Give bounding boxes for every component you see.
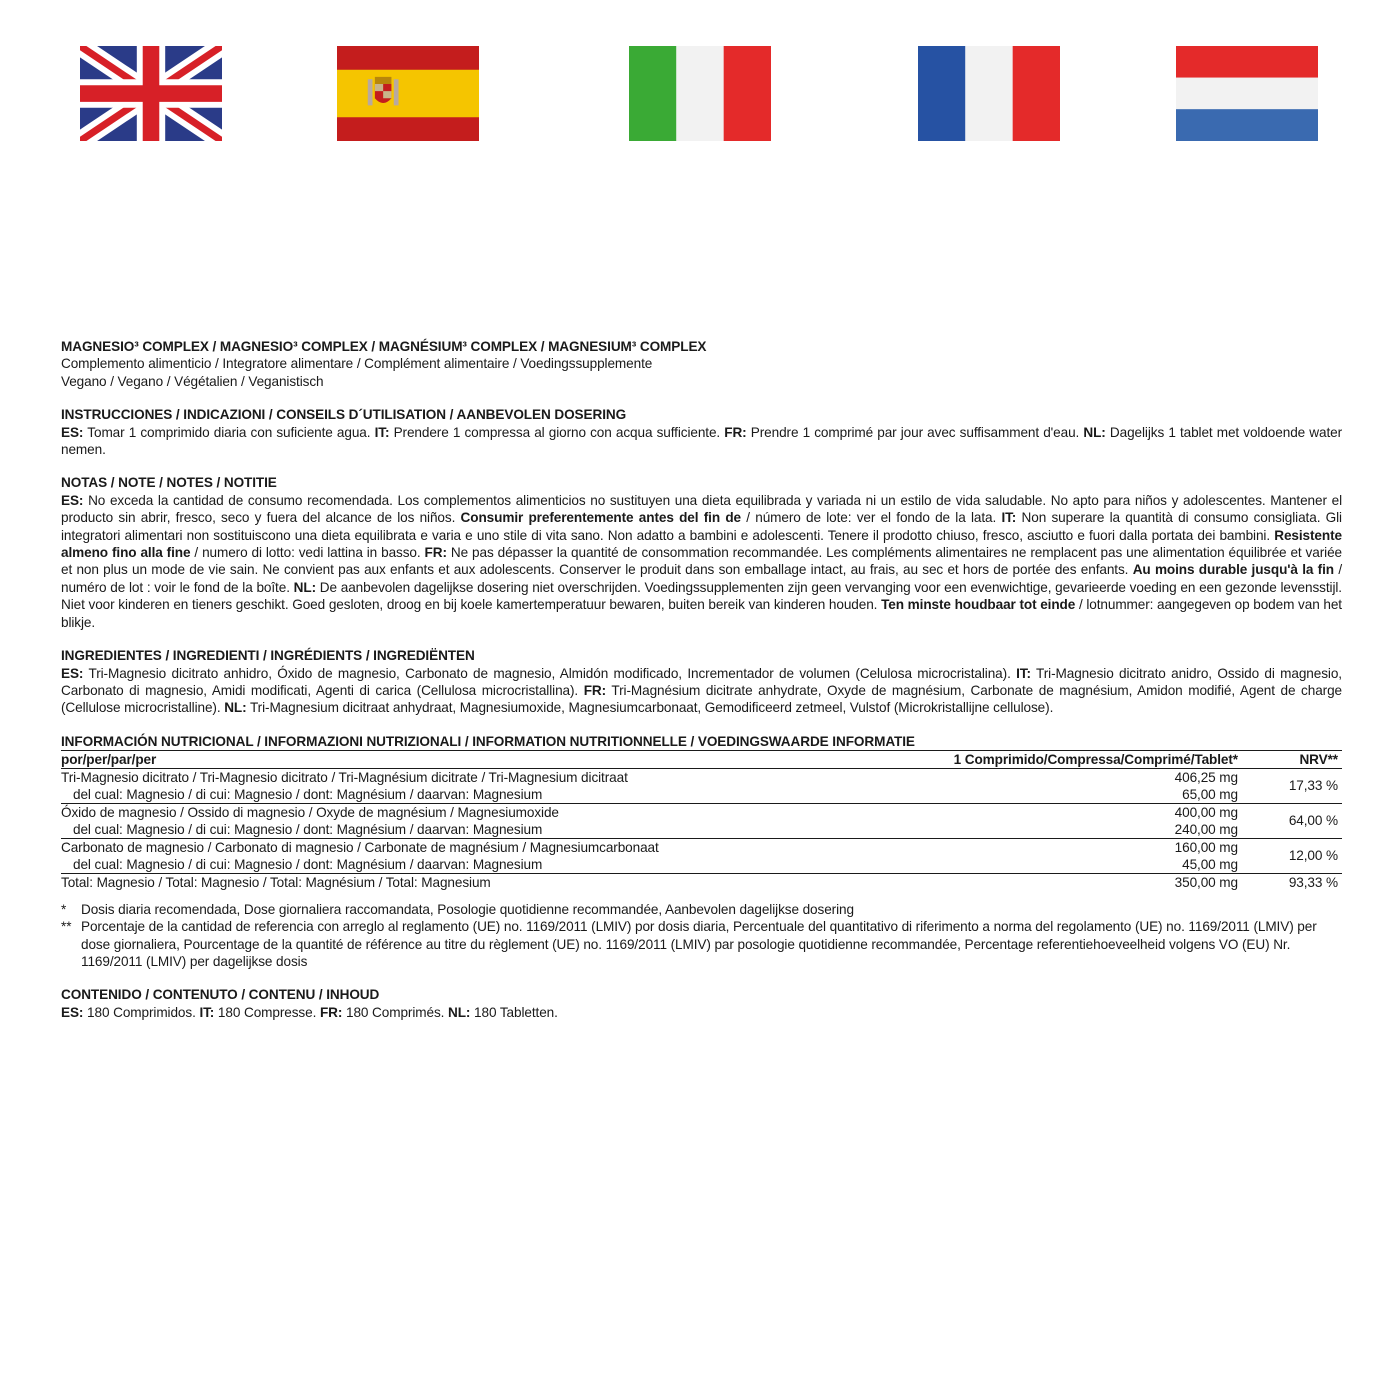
lang-label-nl: NL: bbox=[1083, 424, 1106, 440]
footnote-2 bbox=[61, 918, 1342, 970]
nutrition-row bbox=[61, 838, 1342, 873]
notes-heading: NOTAS / NOTE / NOTES / NOTITIE bbox=[61, 475, 277, 491]
nutrient-name: Tri-Magnesio dicitrato / Tri-Magnesio dicitrato / Tri-Magnésium dicitrate / Tri-Magnesium dicitraat bbox=[61, 769, 628, 785]
lang-label-es: ES: bbox=[61, 424, 84, 440]
notes-fr-lot: / numéro de lot : voir le fond de la boîte. bbox=[61, 562, 1342, 595]
instructions-text bbox=[61, 424, 1342, 459]
footnote-1 bbox=[61, 901, 1342, 918]
nutrient-sub-amount: 45,00 mg bbox=[1182, 856, 1238, 872]
lang-label-it: IT: bbox=[1001, 510, 1017, 526]
nutrient-names bbox=[61, 768, 878, 803]
nutrition-table bbox=[61, 733, 1342, 891]
footnote-2-text: Porcentaje de la cantidad de referencia con arreglo al reglamento (UE) no. 1169/2011 (LMIV) por dosis diaria, Percentuale del quantitativo di riferimento a norma del regolamento (UE) no. 1169/2011 (LMIV) per dose giornaliera, Pourcentage de la quantité de référence au titre du règlement (UE) no. 1169/2011 (LMIV) par posologie quotidienne recommandée, Percentage referentiehoeveelheid volgens VO (EU) Nr. 1169/2011 (LMIV) per dagelijkse dosis bbox=[81, 919, 1317, 969]
nutrient-amount: 400,00 mg bbox=[1174, 804, 1238, 820]
lang-label-fr: FR: bbox=[583, 682, 607, 698]
notes-es-lot: / número de lote: ver el fondo de la lata. bbox=[740, 510, 1002, 526]
nutrition-row bbox=[61, 768, 1342, 803]
product-label bbox=[61, 338, 1342, 1037]
nutrient-amount: 160,00 mg bbox=[1174, 839, 1238, 855]
contents-heading: CONTENIDO / CONTENUTO / CONTENU / INHOUD bbox=[61, 987, 380, 1003]
nutrient-nrv: 64,00 % bbox=[1242, 803, 1342, 838]
nutrient-sub-name: del cual: Magnesio / di cui: Magnesio / dont: Magnésium / daarvan: Magnesium bbox=[73, 821, 543, 837]
contents-es: 180 Comprimidos. bbox=[83, 1004, 200, 1020]
footnote-1-mark: * bbox=[61, 901, 67, 917]
nutrient-name: Carbonato de magnesio / Carbonato di magnesio / Carbonate de magnésium / Magnesiumcarbonaat bbox=[61, 839, 659, 855]
nutrient-amounts bbox=[878, 768, 1242, 803]
notes-it-lot: / numero di lotto: vedi lattina in basso. bbox=[190, 545, 425, 561]
nutrition-section bbox=[61, 733, 1342, 891]
total-name: Total: Magnesio / Total: Magnesio / Total: Magnésium / Total: Magnesium bbox=[61, 874, 491, 890]
notes-es: No exceda la cantidad de consumo recomendada. Los complementos alimenticios no sustituyen una dieta equilibrada y variada ni un estilo de vida saludable. No apto para niños y adolescentes. Mantener el producto sin abrir, fresco, seco y fuera del alcance de los niños. bbox=[61, 492, 1342, 526]
ingredients-text bbox=[61, 665, 1342, 717]
ingredients-fr: Tri-Magnésium dicitrate anhydrate, Oxyde de magnésium, Carbonate de magnésium, Amidon modifié, Agent de charge (Cellulose microcristalline). bbox=[61, 682, 1343, 716]
lang-label-fr: FR: bbox=[424, 545, 447, 561]
nutrient-sub-name: del cual: Magnesio / di cui: Magnesio / dont: Magnésium / daarvan: Magnesium bbox=[73, 786, 543, 802]
nutrient-nrv: 12,00 % bbox=[1242, 838, 1342, 873]
nutrient-amounts bbox=[878, 838, 1242, 873]
notes-it: Non superare la quantità di consumo consigliata. Gli integratori alimentari non sostituiscono una dieta equilibrata e varia e uno stile di vita sano. Non adatto a bambini e adolescenti. Tenere il prodotto chiuso, fresco, asciutto e fuori dalla portata dei bambini. bbox=[61, 510, 1342, 543]
notes-nl-bbd: Ten minste houdbaar tot einde bbox=[881, 597, 1076, 613]
product-subtitle: Complemento alimenticio / Integratore alimentare / Complément alimentaire / Voedingssupplemente bbox=[61, 356, 653, 372]
nutrient-amount: 406,25 mg bbox=[1174, 769, 1238, 785]
contents-it: 180 Compresse. bbox=[214, 1004, 320, 1020]
nutrient-nrv: 17,33 % bbox=[1242, 768, 1342, 803]
lang-label-nl: NL: bbox=[448, 1004, 471, 1020]
nutrition-total-row bbox=[61, 873, 1342, 891]
netherlands-flag-icon bbox=[1176, 46, 1318, 141]
notes-fr-bbd: Au moins durable jusqu'à la fin bbox=[1132, 562, 1334, 578]
ingredients-it: Tri-Magnesio dicitrato anidro, Ossido di magnesio, Carbonato di magnesio, Amidi modificati, Agenti di carica (Cellulosa microcristallina). bbox=[61, 665, 1342, 698]
col-nrv: NRV** bbox=[1242, 750, 1342, 768]
footnote-2-mark: ** bbox=[61, 919, 72, 935]
nutrition-header-row bbox=[61, 750, 1342, 768]
notes-section bbox=[61, 474, 1342, 631]
france-flag-icon bbox=[918, 46, 1060, 141]
ingredients-es: Tri-Magnesio dicitrato anhidro, Óxido de magnesio, Carbonato de magnesio, Almidón modificado, Incrementador de volumen (Celulosa microcristalina). bbox=[83, 665, 1017, 681]
uk-flag-icon bbox=[80, 46, 222, 141]
lang-label-fr: FR: bbox=[319, 1004, 343, 1020]
footnote-1-text: Dosis diaria recomendada, Dose giornaliera raccomandata, Posologie quotidienne recommandée, Aanbevolen dagelijkse dosering bbox=[81, 901, 854, 917]
contents-nl: 180 Tabletten. bbox=[470, 1004, 558, 1020]
notes-nl-lot: / lotnummer: aangegeven op bodem van het blikje. bbox=[61, 597, 1342, 630]
instructions-it: Prendere 1 compressa al giorno con acqua sufficiente. bbox=[389, 424, 725, 440]
lang-label-it: IT: bbox=[1016, 665, 1031, 681]
contents-text bbox=[61, 1004, 1342, 1021]
contents-section bbox=[61, 986, 1342, 1021]
lang-label-nl: NL: bbox=[293, 579, 317, 595]
product-info bbox=[61, 338, 1342, 390]
notes-fr: Ne pas dépasser la quantité de consommation recommandée. Les compléments alimentaires ne remplacent pas une alimentation équilibrée et variée et non plus un mode de vie sain. Ne convient pas aux enfants et aux adolescents. Conserver le produit dans son emballage intact, au frais, au sec et hors de portée des enfants. bbox=[61, 545, 1342, 578]
language-flags bbox=[0, 46, 1400, 142]
instructions-heading: INSTRUCCIONES / INDICAZIONI / CONSEILS D´UTILISATION / AANBEVOLEN DOSERING bbox=[61, 407, 627, 423]
ingredients-heading: INGREDIENTES / INGREDIENTI / INGRÉDIENTS / INGREDIËNTEN bbox=[61, 648, 475, 664]
nutrient-amounts bbox=[878, 803, 1242, 838]
notes-nl: De aanbevolen dagelijkse dosering niet overschrijden. Voedingssupplementen zijn geen vervanging voor een evenwichtige, gevarieerde voeding en een gezonde levensstijl. Niet voor kinderen en tieners geschikt. Goed gesloten, droog en bij koele kamertemperatuur bewaren, buiten bereik van kinderen houden. bbox=[61, 579, 1342, 613]
instructions-fr: Prendre 1 comprimé par jour avec suffisamment d'eau. bbox=[746, 424, 1084, 440]
spain-flag-icon bbox=[337, 46, 479, 141]
total-amount: 350,00 mg bbox=[1174, 874, 1238, 890]
nutrient-sub-amount: 240,00 mg bbox=[1174, 821, 1238, 837]
instructions-nl: Dagelijks 1 tablet met voldoende water nemen. bbox=[61, 424, 1343, 458]
nutrient-sub-amount: 65,00 mg bbox=[1182, 786, 1238, 802]
nutrient-names bbox=[61, 838, 878, 873]
vegan-line: Vegano / Vegano / Végétalien / Veganistisch bbox=[61, 373, 324, 389]
col-amount: 1 Comprimido/Compressa/Comprimé/Tablet* bbox=[878, 750, 1242, 768]
italy-flag-icon bbox=[629, 46, 771, 141]
nutrition-row bbox=[61, 803, 1342, 838]
ingredients-nl: Tri-Magnesium dicitraat anhydraat, Magnesiumoxide, Magnesiumcarbonaat, Gemodificeerd zetmeel, Vulstof (Microkristallijne cellulose). bbox=[246, 700, 1054, 716]
nutrient-names bbox=[61, 803, 878, 838]
lang-label-it: IT: bbox=[199, 1004, 215, 1020]
nutrient-sub-name: del cual: Magnesio / di cui: Magnesio / dont: Magnésium / daarvan: Magnesium bbox=[73, 856, 543, 872]
notes-text bbox=[61, 492, 1342, 631]
lang-label-es: ES: bbox=[61, 1004, 84, 1020]
nutrient-name: Óxido de magnesio / Ossido di magnesio / Oxyde de magnésium / Magnesiumoxide bbox=[61, 804, 559, 820]
total-nrv: 93,33 % bbox=[1288, 874, 1338, 890]
lang-label-es: ES: bbox=[61, 665, 84, 681]
col-per: por/per/par/per bbox=[61, 750, 878, 768]
lang-label-es: ES: bbox=[61, 492, 84, 508]
lang-label-fr: FR: bbox=[724, 424, 747, 440]
contents-fr: 180 Comprimés. bbox=[342, 1004, 448, 1020]
lang-label-it: IT: bbox=[374, 424, 390, 440]
nutrition-heading: INFORMACIÓN NUTRICIONAL / INFORMAZIONI NUTRIZIONALI / INFORMATION NUTRITIONNELLE / VOEDINGSWAARDE INFORMATIE bbox=[61, 733, 915, 749]
lang-label-nl: NL: bbox=[224, 700, 247, 716]
notes-it-bbd: Resistente almeno fino alla fine bbox=[61, 527, 1342, 561]
footnotes bbox=[61, 901, 1342, 971]
instructions-section bbox=[61, 406, 1342, 458]
instructions-es: Tomar 1 comprimido diaria con suficiente agua. bbox=[83, 424, 375, 440]
notes-es-bbd: Consumir preferentemente antes del fin de bbox=[460, 510, 741, 526]
product-title: MAGNESIO³ COMPLEX / MAGNESIO³ COMPLEX / MAGNÉSIUM³ COMPLEX / MAGNESIUM³ COMPLEX bbox=[61, 339, 707, 354]
ingredients-section bbox=[61, 647, 1342, 717]
